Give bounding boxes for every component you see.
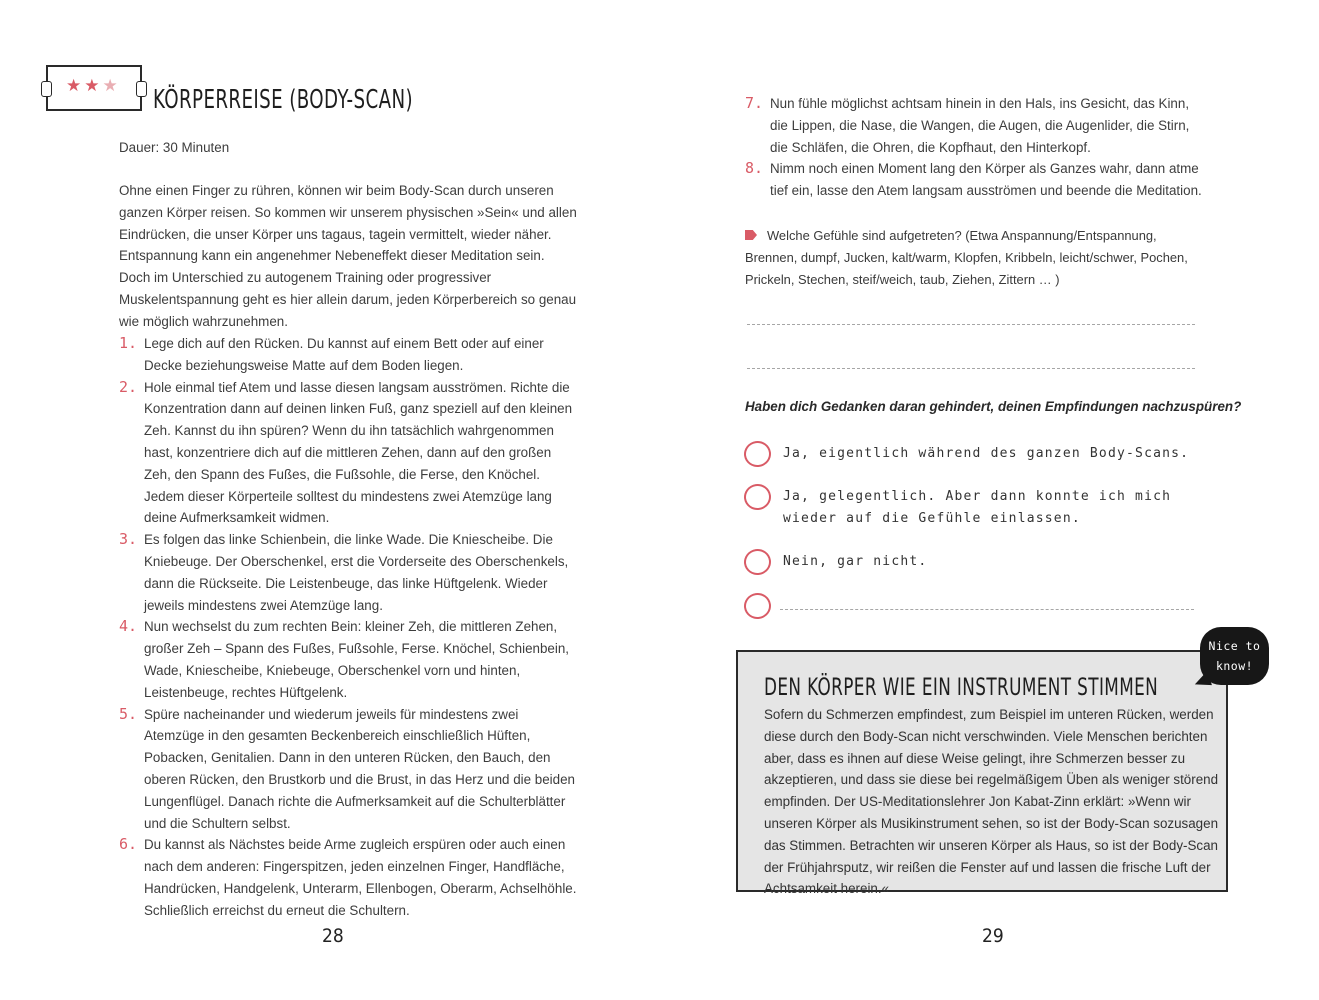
step-item bbox=[119, 616, 581, 703]
speech-bubble-icon bbox=[1200, 627, 1269, 685]
option-label: Ja, eigentlich während des ganzen Body-Scans. bbox=[783, 446, 1190, 461]
difficulty-badge bbox=[46, 65, 142, 111]
checkbox-circle-icon[interactable] bbox=[742, 547, 772, 577]
checkbox-circle-icon[interactable] bbox=[742, 439, 772, 469]
other-answer-line[interactable] bbox=[780, 609, 1194, 610]
step-item bbox=[745, 93, 1210, 158]
steps-list-continued bbox=[745, 93, 1210, 202]
step-item bbox=[119, 377, 581, 530]
step-number: 6. bbox=[119, 835, 138, 854]
step-item bbox=[119, 333, 581, 377]
steps-list bbox=[119, 333, 581, 922]
step-number: 7. bbox=[745, 94, 764, 112]
bubble-line-2: know! bbox=[1215, 659, 1254, 673]
star-empty-icon: ★ bbox=[102, 76, 121, 95]
right-page bbox=[660, 0, 1319, 1000]
checkbox-circle-icon[interactable] bbox=[742, 482, 772, 512]
step-number: 3. bbox=[119, 530, 138, 549]
step-item bbox=[119, 704, 581, 835]
step-item bbox=[119, 529, 581, 616]
intro-paragraph: Ohne einen Finger zu rühren, können wir beim Body-Scan durch unseren ganzen Körper reisen. So kommen wir unserem physischen »Sein« und allen Eindrücken, die unser Körper uns tagaus, tagein vermittelt, wieder näher. Entspannung kann ein angenehmer Nebeneffekt dieser Meditation sein. Doch im Unterschied zu autogenem Training oder progressiver Muskelentspannung geht es hier allein darum, jeden Körperbereich so genau wie möglich wahrzunehmen. bbox=[119, 183, 577, 329]
bubble-line-1: Nice to bbox=[1208, 639, 1261, 653]
step-number: 5. bbox=[119, 704, 138, 723]
duration: Dauer: 30 Minuten bbox=[119, 140, 230, 155]
step-text: Es folgen das linke Schienbein, die linke Wade. Die Kniescheibe. Die Kniebeuge. Der Oberschenkel, erst die Vorderseite des Oberschenkels, dann die Rückseite. Die Leistenbeuge, das linke Hüftgelenk. Wieder jeweils mindestens zwei Atemzüge lang. bbox=[144, 532, 569, 613]
thoughts-question: Haben dich Gedanken daran gehindert, deinen Empfindungen nachzuspüren? bbox=[745, 399, 1242, 414]
step-number: 4. bbox=[119, 617, 138, 636]
step-text: Hole einmal tief Atem und lasse diesen langsam ausströmen. Richte die Konzentration dann auf deinen linken Fuß, ganz speziell auf den kleinen Zeh. Kannst du ihn spüren? Wenn du ihn tatsächlich wahrgenommen hast, konzentriere dich auf die mittleren Zehen, dann auf den großen Zeh, den Spann des Fußes, die Fußsohle, die Ferse, den Knöchel. Jedem dieser Körperteile solltest du mindestens zwei Atemzüge lang deine Aufmerksamkeit widmen. bbox=[144, 379, 573, 526]
info-box-title: DEN KÖRPER WIE EIN INSTRUMENT STIMMEN bbox=[764, 673, 1159, 701]
answer-line[interactable] bbox=[747, 368, 1195, 369]
step-item bbox=[745, 158, 1210, 202]
step-text: Nimm noch einen Moment lang den Körper als Ganzes wahr, dann atme tief ein, lasse den Atem langsam ausströmen und beende die Meditation. bbox=[770, 161, 1202, 199]
page-number: 29 bbox=[982, 925, 1004, 947]
star-filled-icon: ★ bbox=[66, 76, 85, 95]
clip-right-icon bbox=[136, 81, 147, 97]
option-label: Ja, gelegentlich. Aber dann konnte ich mich wieder auf die Gefühle einlassen. bbox=[783, 489, 1172, 526]
page-number: 28 bbox=[322, 925, 344, 947]
step-number: 2. bbox=[119, 377, 138, 396]
info-box-text: Sofern du Schmerzen empfindest, zum Beispiel im unteren Rücken, werden diese durch den Body-Scan nicht verschwinden. Viele Menschen berichten aber, dass es ihnen auf diese Weise gelingt, ihre Schmerzen besser zu akzeptieren, und dass sie diese bei regelmäßigem Üben als weniger störend empfinden. Der US-Meditationslehrer Jon Kabat-Zinn erklärt: »Wenn wir unseren Körper als Musikinstrument sehen, so ist der Body-Scan sozusagen das Stimmen. Betrachten wir unseren Körper als Haus, so ist der Body-Scan der Frühjahrsputz, wir reißen die Fenster auf und lassen die frische Luft der Achtsamkeit herein.« bbox=[764, 707, 1219, 897]
feelings-question bbox=[745, 225, 1210, 290]
feelings-question-text: Welche Gefühle sind aufgetreten? (Etwa Anspannung/Entspannung, Brennen, dumpf, Jucken, kalt/warm, Klopfen, Kribbeln, leicht/schwer, Pochen, Prickeln, Stechen, steif/weich, taub, Ziehen, Zittern … ) bbox=[745, 228, 1188, 287]
step-item bbox=[119, 834, 581, 921]
page-title: KÖRPERREISE (BODY-SCAN) bbox=[153, 85, 414, 115]
clip-left-icon bbox=[41, 81, 52, 97]
option-label: Nein, gar nicht. bbox=[783, 554, 928, 569]
star-filled-icon: ★ bbox=[84, 76, 103, 95]
step-text: Du kannst als Nächstes beide Arme zugleich erspüren oder auch einen nach dem anderen: Fingerspitzen, jeden einzelnen Finger, Handfläche, Handrücken, Handgelenk, Unterarm, Ellenbogen, Oberarm, Achselhöhle. Schließlich erreichst du erneut die Schultern. bbox=[144, 837, 577, 918]
step-number: 1. bbox=[119, 334, 138, 352]
step-text: Spüre nacheinander und wiederum jeweils für mindestens zwei Atemzüge in den gesamten Beckenbereich einschließlich Hüften, Pobacken, Genitalien. Dann in den unteren Rücken, den Bauch, den oberen Rücken, den Brustkorb und die Brust, in das Herz und die beiden Lungenflügel. Danach richte die Aufmerksamkeit auf die Schulterblätter und die Schultern selbst. bbox=[144, 706, 575, 831]
step-text: Lege dich auf den Rücken. Du kannst auf einem Bett oder auf einer Decke beziehungsweise Matte auf dem Boden liegen. bbox=[144, 336, 544, 373]
step-text: Nun wechselst du zum rechten Bein: kleiner Zeh, die mittleren Zehen, großer Zeh – Spann des Fußes, Fußsohle, Ferse. Knöchel, Schienbein, Wade, Kniescheibe, Kniebeuge, Oberschenkel vorn und hinten, Leistenbeuge, rechtes Hüftgelenk. bbox=[144, 619, 570, 700]
step-number: 8. bbox=[745, 159, 764, 178]
step-text: Nun fühle möglichst achtsam hinein in den Hals, ins Gesicht, das Kinn, die Lippen, die Nase, die Wangen, die Augen, die Augenlider, die Stirn, die Schläfen, die Ohren, die Kopfhaut, den Hinterkopf. bbox=[770, 96, 1190, 155]
difficulty-stars bbox=[66, 76, 121, 96]
tag-arrow-icon bbox=[745, 230, 757, 240]
checkbox-circle-icon[interactable] bbox=[742, 591, 772, 621]
answer-line[interactable] bbox=[747, 324, 1195, 325]
